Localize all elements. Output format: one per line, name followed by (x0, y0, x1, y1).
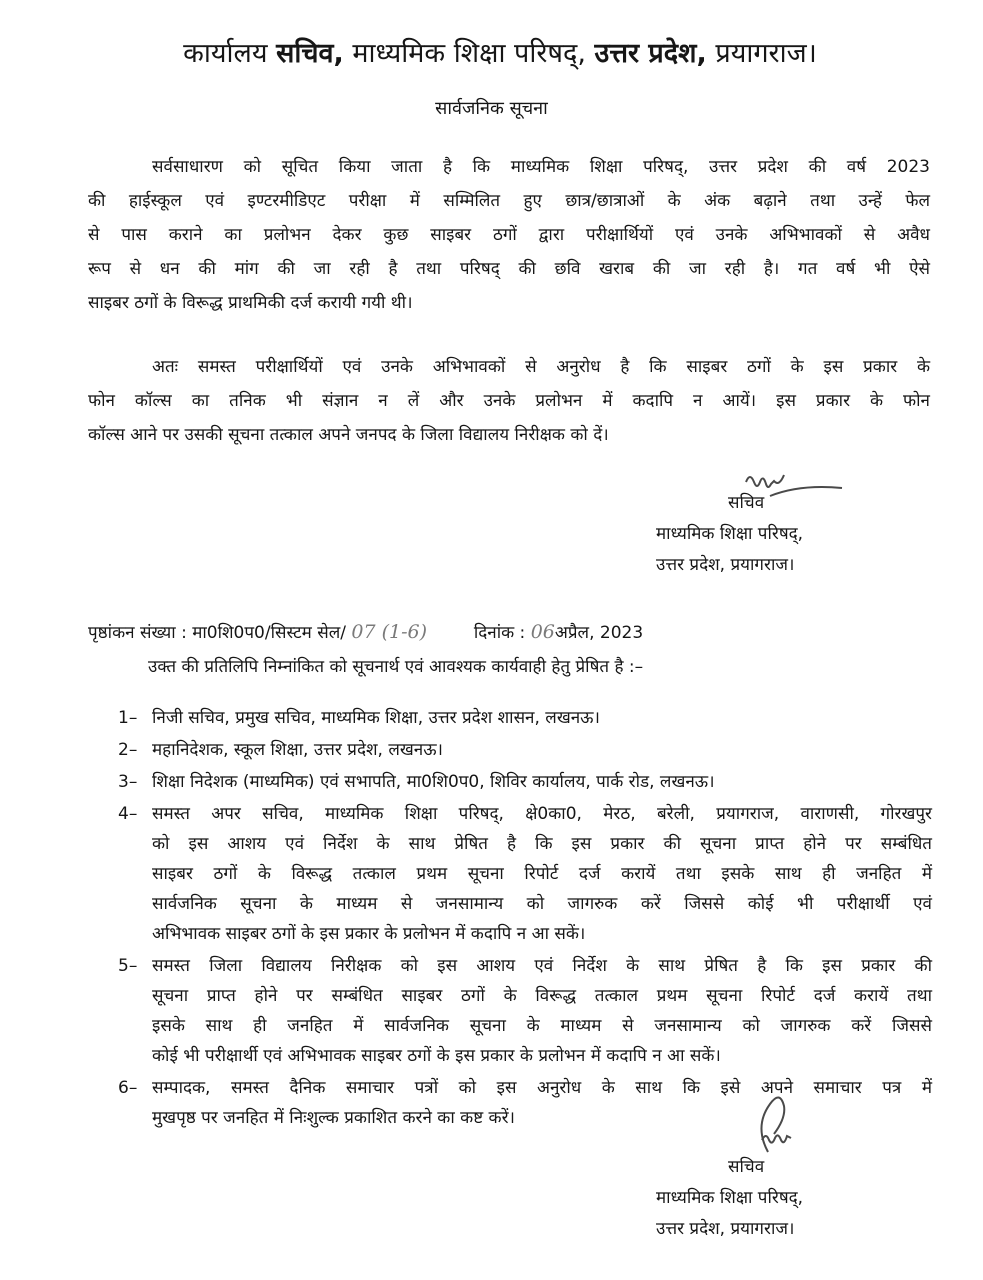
distribution-item (118, 735, 932, 765)
header-board: माध्यमिक शिक्षा परिषद्, (352, 38, 586, 69)
paragraph-line: रूप से धन की मांग की जा रही है तथा परिषद् की छवि खराब की जा रही है। गत वर्ष भी ऐसे (88, 259, 930, 279)
item-line: निजी सचिव, प्रमुख सचिव, माध्यमिक शिक्षा, उत्तर प्रदेश शासन, लखनऊ। (152, 708, 600, 728)
distribution-item (118, 799, 932, 949)
item-number: 3– (118, 772, 138, 792)
date-label: दिनांक : (473, 623, 526, 643)
item-line: मुखपृष्ठ पर जनहित में निःशुल्क प्रकाशित करने का कष्ट करें। (152, 1108, 515, 1128)
signature-org: माध्यमिक शिक्षा परिषद्, (656, 524, 804, 544)
paragraph-line: सर्वसाधारण को सूचित किया जाता है कि माध्यमिक शिक्षा परिषद्, उत्तर प्रदेश की वर्ष 2023 (152, 157, 930, 177)
distribution-item (118, 767, 932, 797)
item-line: सम्पादक, समस्त दैनिक समाचार पत्रों को इस अनुरोध के साथ कि इसे अपने समाचार पत्र में (152, 1078, 932, 1098)
header-office: कार्यालय (183, 38, 268, 69)
reference-label: पृष्ठांकन संख्या : मा0शि0प0/सिस्टम सेल/ (88, 623, 346, 643)
signature-role: सचिव (728, 1157, 765, 1177)
item-line: को इस आशय एवं निर्देश के साथ प्रेषित है कि इस प्रकार की सूचना प्राप्त होने पर सम्बंधित (152, 834, 932, 854)
item-line: समस्त अपर सचिव, माध्यमिक शिक्षा परिषद्, क्षे0का0, मेरठ, बरेली, प्रयागराज, वाराणसी, गोरखपुर (152, 804, 932, 824)
item-line: साइबर ठगों के विरूद्ध तत्काल प्रथम सूचना रिपोर्ट दर्ज करायें तथा इसके साथ ही जनहित में (152, 864, 932, 884)
reference-number: 07 (1-6) (351, 621, 428, 643)
paragraph-line: साइबर ठगों के विरूद्ध प्राथमिकी दर्ज करायी गयी थी। (88, 293, 413, 313)
paragraph-line: की हाईस्कूल एवं इण्टरमीडिएट परीक्षा में सम्मिलित हुए छात्र/छात्राओं के अंक बढ़ाने तथा उन्हें फेल (88, 191, 930, 211)
item-line: अभिभावक साइबर ठगों के इस प्रकार के प्रलोभन में कदापि न आ सकें। (152, 924, 586, 944)
notice-paragraph-2 (88, 350, 930, 452)
notice-paragraph-1 (88, 150, 930, 320)
item-line: समस्त जिला विद्यालय निरीक्षक को इस आशय एवं निर्देश के साथ प्रेषित है कि इस प्रकार की (152, 956, 932, 976)
item-number: 1– (118, 708, 138, 728)
signature-scribble-2 (748, 1088, 818, 1158)
item-line: महानिदेशक, स्कूल शिक्षा, उत्तर प्रदेश, लखनऊ। (152, 740, 443, 760)
header-state: उत्तर प्रदेश, (594, 38, 707, 69)
item-line: शिक्षा निदेशक (माध्यमिक) एवं सभापति, मा0शि0प0, शिविर कार्यालय, पार्क रोड, लखनऊ। (152, 772, 715, 792)
copy-intro: उक्त की प्रतिलिपि निम्नांकित को सूचनार्थ एवं आवश्यक कार्यवाही हेतु प्रेषित है :– (148, 657, 644, 677)
notice-title: सार्वजनिक सूचना (435, 98, 548, 119)
signature-role: सचिव (728, 493, 765, 513)
signature-block (656, 488, 803, 581)
item-line: सूचना प्राप्त होने पर सम्बंधित साइबर ठगों के विरूद्ध तत्काल प्रथम सूचना रिपोर्ट दर्ज करायें तथा (152, 986, 932, 1006)
item-number: 2– (118, 740, 138, 760)
distribution-list (118, 703, 932, 1135)
signature-block-2 (656, 1152, 803, 1245)
paragraph-line: से पास कराने का प्रलोभन देकर कुछ साइबर ठगों द्वारा परीक्षार्थियों एवं उनके अभिभावकों से अवैध (88, 225, 930, 245)
signature-place: उत्तर प्रदेश, प्रयागराज। (656, 1219, 795, 1239)
item-number: 4– (118, 804, 138, 824)
item-line: इसके साथ ही जनहित में सार्वजनिक सूचना के माध्यम से जनसामान्य को जागरुक करें जिससे (152, 1016, 932, 1036)
reference-line (88, 620, 643, 643)
date-month-year: अप्रैल, 2023 (554, 623, 644, 643)
paragraph-line: कॉल्स आने पर उसकी सूचना तत्काल अपने जनपद के जिला विद्यालय निरीक्षक को दें। (88, 425, 609, 445)
header-secretary: सचिव, (276, 38, 344, 69)
distribution-item (118, 951, 932, 1071)
paragraph-line: अतः समस्त परीक्षार्थियों एवं उनके अभिभावकों से अनुरोध है कि साइबर ठगों के इस प्रकार के (152, 357, 930, 377)
item-number: 5– (118, 956, 138, 976)
signature-place: उत्तर प्रदेश, प्रयागराज। (656, 555, 795, 575)
header-city: प्रयागराज। (715, 38, 817, 69)
item-line: कोई भी परीक्षार्थी एवं अभिभावक साइबर ठगों के इस प्रकार के प्रलोभन में कदापि न आ सकें। (152, 1046, 721, 1066)
office-header (60, 26, 940, 82)
item-line: सार्वजनिक सूचना के माध्यम से जनसामान्य को जागरुक करें जिससे कोई भी परीक्षार्थी एवं (152, 894, 932, 914)
distribution-item (118, 703, 932, 733)
item-number: 6– (118, 1078, 138, 1098)
signature-org: माध्यमिक शिक्षा परिषद्, (656, 1188, 804, 1208)
date-day: 06 (530, 621, 555, 643)
paragraph-line: फोन कॉल्स का तनिक भी संज्ञान न लें और उनके प्रलोभन में कदापि न आयें। इस प्रकार के फोन (88, 391, 930, 411)
